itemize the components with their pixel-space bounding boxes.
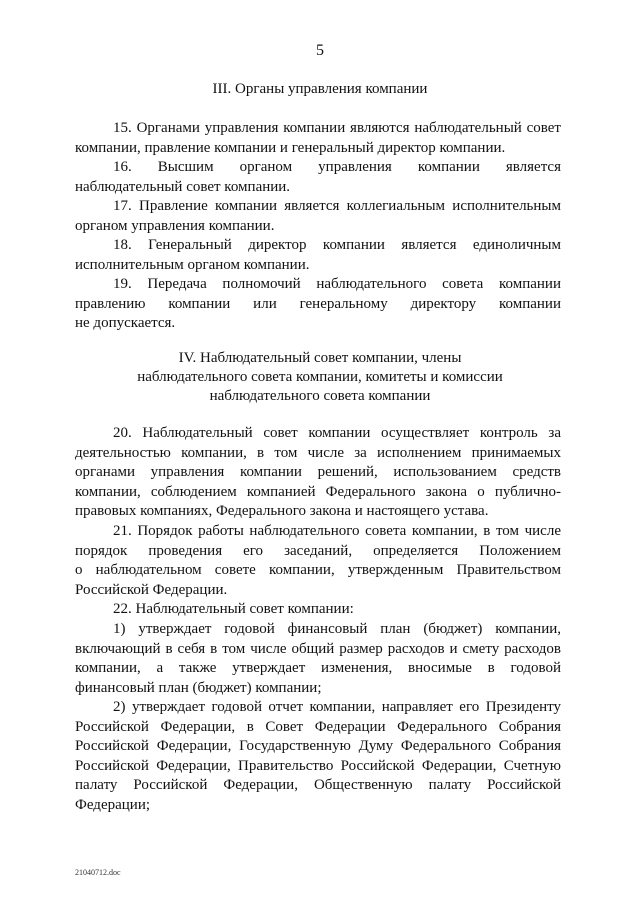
clause-line: 16. Высшим органом управления компании является [113,159,561,175]
clause-line: Федерации; [75,796,151,813]
clause-line: компании, соблюдением компанией Федерального закона о публично- [75,483,561,500]
clause-16 [75,158,561,197]
clause-line: 1) утверждает годовой финансовый план (бюджет) компании, [113,621,561,637]
clause-line: компании, правление компании и генеральный директор компании. [75,139,506,156]
clause-line: 17. Правление компании является коллегиальным исполнительным [113,198,561,214]
subclause-22-2 [75,698,561,815]
clause-line: финансовый план (бюджет) компании; [75,679,322,696]
clause-line: Российской Федерации. [75,581,228,598]
clause-line: 15. Органами управления компании являются наблюдательный совет [113,120,561,136]
clause-line: 18. Генеральный директор компании является единоличным [113,237,561,253]
clause-21 [75,522,561,600]
clause-line: о наблюдательном совете компании, утвержденным Правительством [75,562,561,578]
clause-line: палату Российской Федерации, Общественную палату Российской [75,777,561,793]
clause-20 [75,424,561,522]
clause-line: органами управления компании решений, использованием средств [75,464,561,480]
clause-line: порядок проведения его заседаний, определяется Положением [75,542,561,559]
section-4-heading-line: наблюдательного совета компании [209,388,431,404]
clause-line: Российской Федерации, Государственную Думу Федерального Собрания [75,738,561,754]
clause-line: наблюдательный совет компании. [75,178,291,195]
page-number: 5 [316,42,324,59]
subclause-22-1 [75,620,561,698]
clause-17 [75,197,561,236]
clause-line: правлению компании или генеральному директору компании [75,295,561,312]
clause-line: деятельностью компании, в том числе за исполнением принимаемых [75,444,561,461]
clause-line: 22. Наблюдательный совет компании: [113,601,354,617]
section-4-heading-line: наблюдательного совета компании, комитеты и комиссии [137,369,503,385]
clause-line: не допускается. [75,315,176,331]
clause-line: 19. Передача полномочий наблюдательного совета компании [113,276,561,292]
clause-line: Российской Федерации, Правительство Российской Федерации, Счетную [75,757,561,774]
clause-line: включающий в себя в том числе общий размер расходов и смету расходов [75,640,561,657]
clause-18 [75,236,561,275]
clause-line: органом управления компании. [75,217,275,234]
clause-line: 2) утверждает годовой отчет компании, направляет его Президенту [113,699,561,715]
clause-19 [75,275,561,334]
clause-line: 20. Наблюдательный совет компании осуществляет контроль за [113,425,561,441]
clause-line: Российской Федерации, в Совет Федерации Федерального Собрания [75,718,561,735]
clause-22 [75,600,561,620]
file-name-footer: 21040712.doc [75,868,121,877]
clause-line: исполнительным органом компании. [75,256,310,273]
clause-15 [75,119,561,158]
section-3-heading: III. Органы управления компании [212,81,428,97]
section-4-heading-line: IV. Наблюдательный совет компании, члены [178,350,462,366]
clause-line: правовых компаниях, Федерального закона и настоящего устава. [75,503,489,519]
clause-line: компании, а также утверждает изменения, вносимые в годовой [75,660,561,676]
clause-line: 21. Порядок работы наблюдательного совета компании, в том числе [113,523,561,539]
